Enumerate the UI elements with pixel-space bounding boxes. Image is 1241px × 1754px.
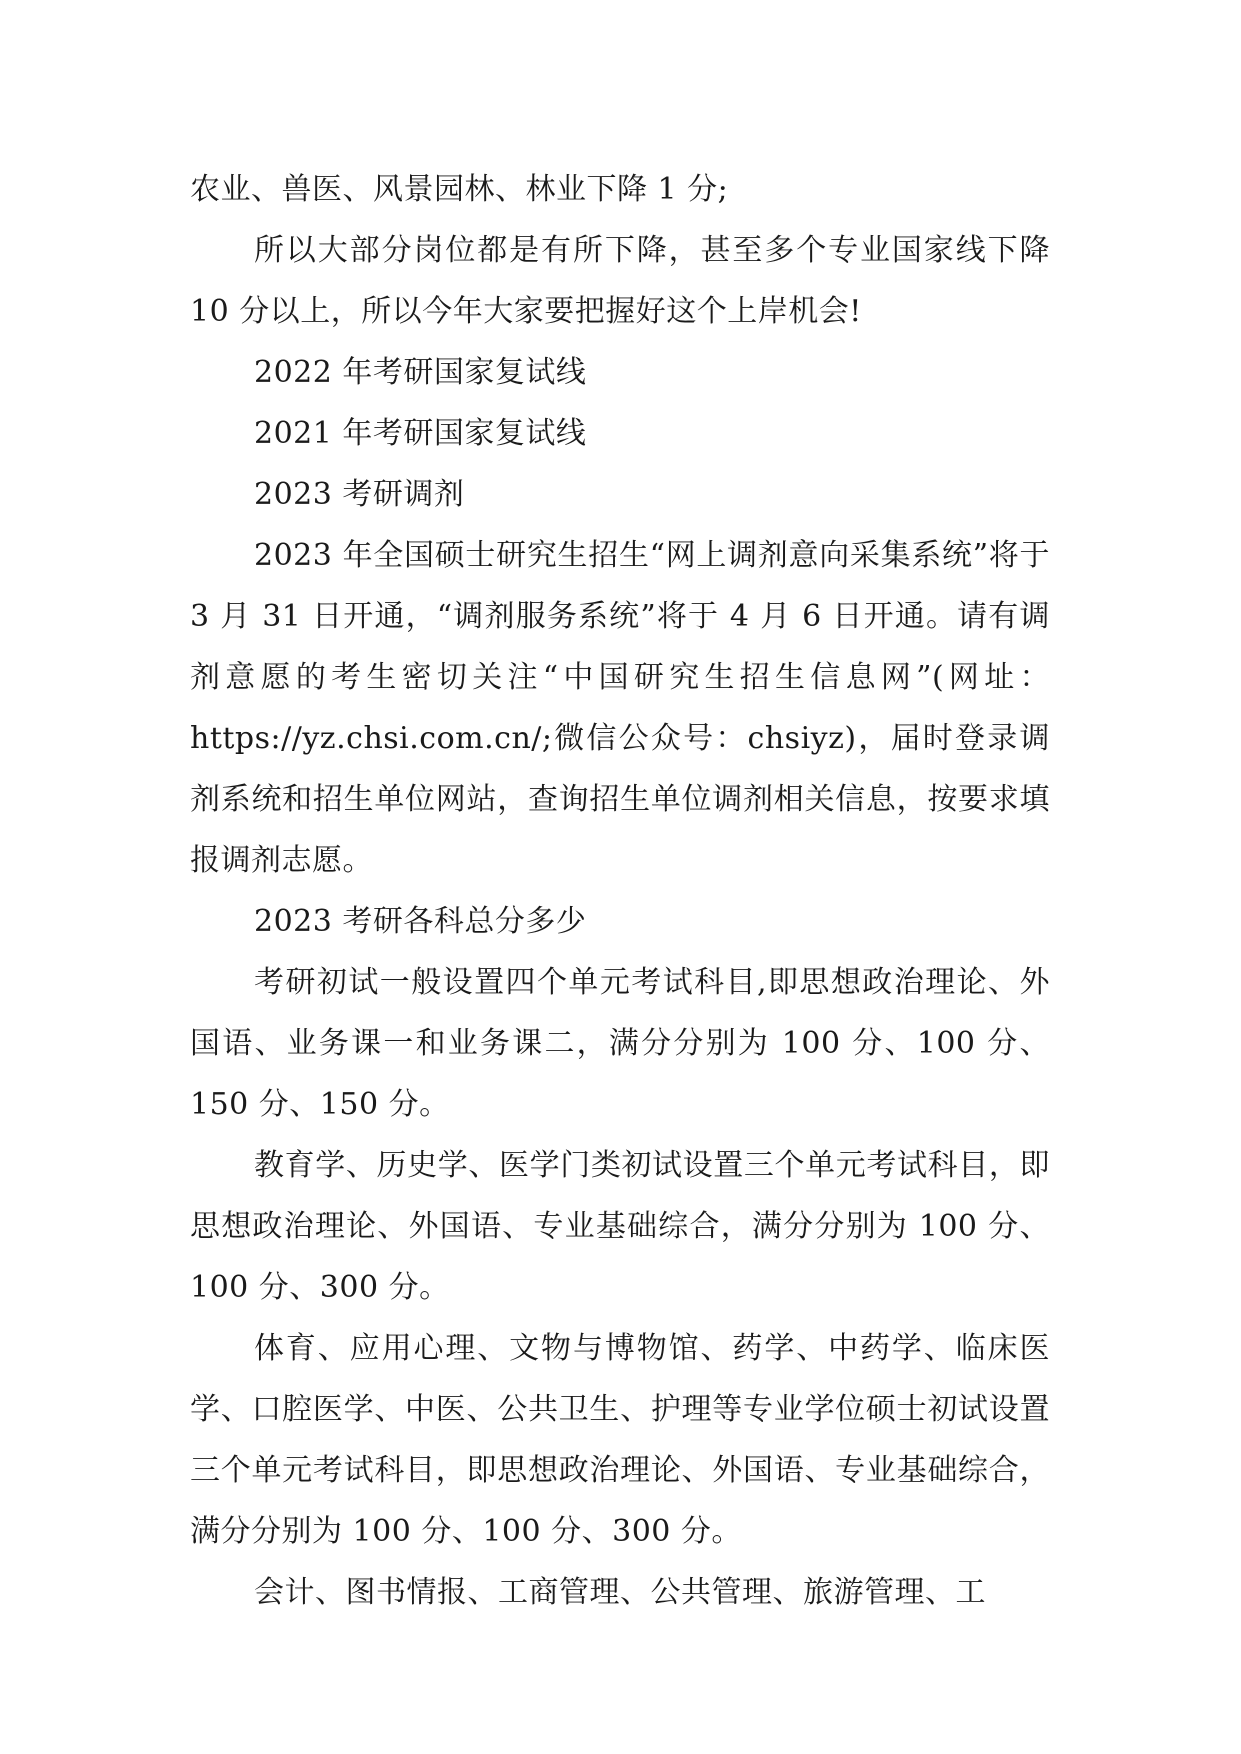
heading-2022-retest-line: 2022 年考研国家复试线 (254, 355, 587, 390)
paragraph-four-subjects: 考研初试一般设置四个单元考试科目,即思想政治理论、外国语、业务课一和业务课二，满分分别为 100 分、100 分、150 分、150 分。 (190, 965, 1050, 1122)
heading-2023-adjustment: 2023 考研调剂 (254, 477, 465, 512)
paragraph-2: 所以大部分岗位都是有所下降，甚至多个专业国家线下降 10 分以上，所以今年大家要把握好这个上岸机会! (190, 233, 1050, 329)
paragraph-1: 农业、兽医、风景园林、林业下降 1 分; (190, 172, 729, 207)
paragraph-three-subjects-education: 教育学、历史学、医学门类初试设置三个单元考试科目，即思想政治理论、外国语、专业基础综合，满分分别为 100 分、100 分、300 分。 (190, 1148, 1050, 1305)
paragraph-management: 会计、图书情报、工商管理、公共管理、旅游管理、工 (254, 1575, 986, 1610)
document-body (190, 159, 1050, 1623)
heading-2023-total-scores: 2023 考研各科总分多少 (254, 904, 587, 939)
paragraph-three-subjects-professional: 体育、应用心理、文物与博物馆、药学、中药学、临床医学、口腔医学、中医、公共卫生、护理等专业学位硕士初试设置三个单元考试科目，即思想政治理论、外国语、专业基础综合，满分分别为 100 分、100 分、300 分。 (190, 1331, 1050, 1549)
paragraph-adjustment-info: 2023 年全国硕士研究生招生“网上调剂意向采集系统”将于 3 月 31 日开通，“调剂服务系统”将于 4 月 6 日开通。请有调剂意愿的考生密切关注“中国研究生招生信息网”(网址：https://yz.chsi.com.cn/;微信公众号：chsiyz)，届时登录调剂系统和招生单位网站，查询招生单位调剂相关信息，按要求填报调剂志愿。 (190, 538, 1050, 878)
heading-2021-retest-line: 2021 年考研国家复试线 (254, 416, 587, 451)
